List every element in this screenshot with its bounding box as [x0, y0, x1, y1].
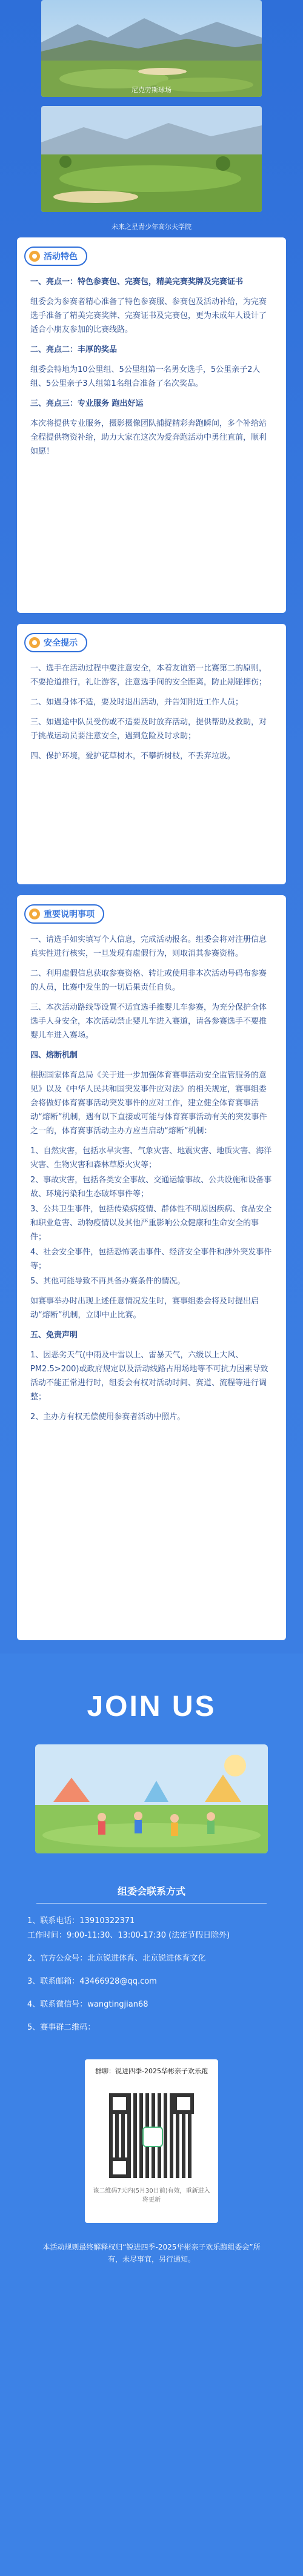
safety-item-2: 二、如遇身体不适，要及时退出活动，并告知附近工作人员； [30, 698, 244, 707]
fuse-intro: 根据国家体育总局《关于进一步加强体育赛事活动安全监管服务的意见》以及《中华人民共和国突发事件应对法》的相关规定，赛事组委会将做好体育赛事活动突发事件的应对工作，建立健全体育赛事活动“熔断”机制，遇有以下直接或可能与体育赛事活动有关的突发事件之一的，体育赛事活动主办方应当启动“熔断”机制： [30, 1071, 267, 1136]
features-heading-label: 活动特色 [44, 252, 78, 262]
academy-photo [41, 106, 262, 212]
golf-course-photo [41, 0, 262, 97]
group-label: 群聊：锐进四季-2025华彬亲子欢乐跑 [95, 2067, 208, 2075]
top-photo-caption: 尼克劳斯球场 [132, 86, 171, 94]
feature-2-title: 二、亮点二：丰厚的奖品 [30, 345, 118, 354]
safety-heading-label: 安全提示 [44, 638, 78, 648]
kids-illustration [35, 1744, 268, 1853]
feature-2-body: 组委会特地为10公里组、5公里组第一名男女选手，5公里亲子2人组、5公里亲子3人组第1名组合准备了名次奖品。 [30, 365, 261, 388]
fuse-item-5: 5、其他可能导致不再具备办赛条件的情况。 [30, 1277, 185, 1286]
notice-item-1: 一、请选手如实填写个人信息，完成活动报名。组委会将对注册信息真实性进行核实，一旦发现有虚假行为，则取消其参赛资格。 [30, 935, 267, 958]
contact-divider [36, 1903, 267, 1904]
safety-item-1: 一、选手在活动过程中要注意安全，本着友谊第一比赛第二的原则，不要抢道推行，礼让游客，注意选手间的安全距离，防止剐碰摔伤； [30, 664, 267, 687]
contact-account: 2、官方公众号：北京锐进体育、北京锐进体育文化 [27, 1954, 206, 1963]
exemption-item-2: 2、主办方有权无偿使用参赛者活动中照片。 [30, 1412, 185, 1422]
notice-heading [24, 904, 104, 924]
fuse-item-3: 3、公共卫生事件，包括传染病疫情、群体性不明原因疾病、食品安全和职业危害、动物疫情以及其他严重影响公众健康和生命安全的事件； [30, 1205, 272, 1242]
qr-code[interactable] [109, 2093, 194, 2178]
features-heading [24, 246, 87, 267]
feature-3-title: 三、亮点三：专业服务 跑出好运 [30, 399, 144, 408]
notice-item-3: 三、本次活动路线等设置不适宜选手推婴儿车参赛，为充分保护全体选手人身安全，本次活动禁止婴儿车进入赛道，请各参赛选手不要推婴儿车进入赛场。 [30, 1003, 267, 1040]
feature-3-body: 本次将提供专业服务，摄影摄像团队捕捉精彩奔跑瞬间，多个补给站全程提供物资补给，助力大家在这次为爱奔跑活动中勇往直前，顺利如愿！ [30, 419, 267, 456]
fuse-item-1: 1、自然灾害，包括水旱灾害、气象灾害、地震灾害、地质灾害、海洋灾害、生物灾害和森林草原火灾等； [30, 1147, 272, 1170]
shield-icon [29, 637, 40, 648]
flag-icon [29, 251, 40, 262]
feature-1-body: 组委会为参赛者精心准备了特色参赛服、参赛包及活动补给，为完赛选手准备了精美完赛奖牌、完赛证书及完赛包，更为未成年人设计了适合小朋友参加的比赛线路。 [30, 297, 267, 334]
contact-qr-label: 5、赛事群二维码： [27, 2023, 96, 2032]
contact-phone: 1、联系电话：13910322371 [27, 1916, 135, 1925]
fuse-item-4: 4、社会安全事件，包括恐怖袭击事件、经济安全事件和涉外突发事件等； [30, 1248, 272, 1271]
mid-photo-caption: 未来之星青少年高尔夫学院 [112, 223, 191, 231]
safety-item-4: 四、保护环境，爱护花草树木，不攀折树枝，不丢弃垃圾。 [30, 752, 236, 761]
notice-body [30, 933, 274, 1430]
exemption-title: 五、免责声明 [30, 1331, 78, 1340]
qr-card [85, 2059, 218, 2223]
qr-note: 该二维码7天内(5月30日前)有效，重新进入将更新 [93, 2188, 210, 2204]
contact-wechat: 4、联系微信号：wangtingjian68 [27, 2000, 148, 2009]
contact-list [27, 1914, 276, 2035]
info-icon [29, 909, 40, 919]
exemption-item-1: 1、因恶劣天气(中雨及中雪以上、雷暴天气，六级以上大风、PM2.5>200)或政府规定以及活动线路占用场地等不可抗力因素导致活动不能正常进行时，组委会有权对活动时间、赛道、流程等进行调整； [30, 1351, 268, 1402]
join-us-title: JOIN US [87, 1690, 216, 1723]
safety-heading [24, 632, 87, 653]
contact-title: 组委会联系方式 [117, 1886, 185, 1897]
fuse-note: 如赛事举办时出现上述任意情况发生时，赛事组委会将及时提出启动“熔断”机制，立即中止比赛。 [30, 1297, 259, 1320]
wechat-icon [142, 2127, 163, 2147]
notice-item-2: 二、利用虚假信息获取参赛资格、转让或使用非本次活动号码布参赛的人员，比赛中发生的一切后果责任自负。 [30, 969, 267, 992]
footer-note: 本活动规则最终解释权归“锐进四季-2025华彬亲子欢乐跑组委会”所有，未尽事宜，另行通知。 [42, 2243, 261, 2263]
fuse-item-2: 2、事故灾害，包括各类安全事故、交通运输事故、公共设施和设备事故、环境污染和生态破坏事件等； [30, 1176, 272, 1199]
contact-hours: 工作时间：9:00-11:30、13:00-17:30 (法定节假日除外) [27, 1931, 230, 1940]
fuse-title: 四、熔断机制 [30, 1051, 78, 1060]
notice-heading-label: 重要说明事项 [44, 910, 95, 919]
contact-email: 3、联系邮箱：43466928@qq.com [27, 1977, 157, 1986]
safety-body [30, 661, 274, 769]
feature-1-title: 一、亮点一：特色参赛包、完赛包，精美完赛奖牌及完赛证书 [30, 277, 244, 286]
features-body [30, 275, 274, 465]
safety-item-3: 三、如遇途中队员受伤或不适要及时放弃活动，提供帮助及救助，对于挑战运动员要注意安全，遇到危险及时求助； [30, 718, 267, 741]
